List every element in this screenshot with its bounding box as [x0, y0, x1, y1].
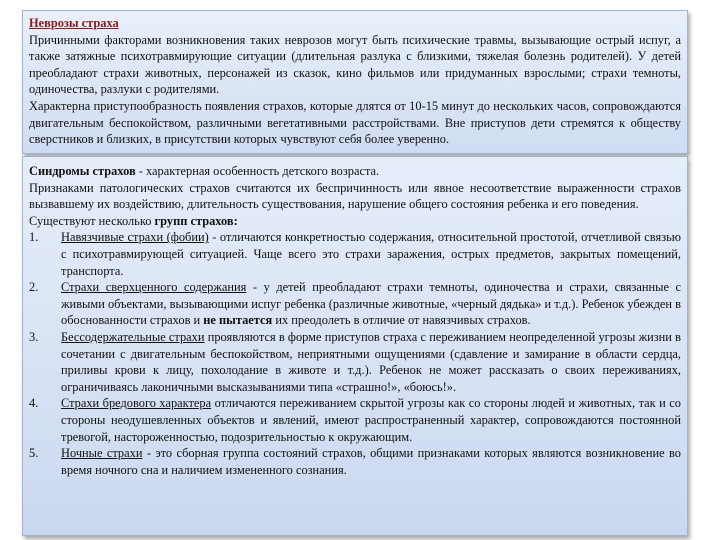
list-term: Бессодержательные страхи [61, 329, 205, 344]
list-term: Навязчивые страхи (фобии) [61, 230, 209, 245]
list-number: 3. [29, 329, 39, 344]
neurosis-fear-block [22, 10, 688, 154]
list-text-bold: не пытается [203, 313, 273, 328]
syndromes-heading-rest: - характерная особенность детского возраста. [135, 164, 380, 178]
block-title: Неврозы страха [29, 16, 119, 30]
list-item [29, 279, 681, 329]
list-term: Страхи бредового характера [61, 396, 212, 411]
list-text: - у детей преобладают страхи темноты, одиночества и страхи, связанные с живыми объектами, вызывающими испуг ребенка (различные животные, «черный дядька» и т.д.). Ребенок убежден в обоснованности страхов и [61, 280, 682, 328]
paragraph-attacks: Характерна приступообразность появления страхов, которые длятся от 10-15 минут до нескольких часов, сопровождаются двигательным беспокойством, различными вегетативными расстройствами. Вне приступов дети стремятся к обществу сверстников и близких, в присутствии которых чувствуют себя более уверенно. [29, 98, 681, 147]
groups-intro [29, 213, 681, 230]
fear-syndromes-block [22, 156, 688, 536]
fear-groups-list [29, 229, 681, 478]
groups-prefix: Существуют несколько [29, 213, 155, 228]
list-item [29, 229, 681, 279]
list-text: - это сборная группа состояний страхов, общими признаками которых являются возникновение во время ночного сна и наличием измененного сознания. [61, 446, 681, 477]
syndromes-heading [29, 163, 681, 180]
list-number: 4. [29, 396, 39, 411]
paragraph-causes: Причинными факторами возникновения таких неврозов могут быть психические травмы, вызывающие острый испуг, а также затяжные психотравмирующие ситуации (длительная разлука с близкими, тяжелая болезнь родителей). У детей преобладают страхи животных, персонажей из сказок, кино фильмов или придуманных взрослыми; страхи темноты, одиночества, разлуки с родителями. [29, 32, 681, 97]
list-text: отличаются переживанием скрытой угрозы как со стороны людей и животных, так и со стороны неодушевленных объектов и явлений, имеют распространенный характер, сопровождаются постоянной тревогой, настороженностью, подозрительностью к окружающим. [61, 396, 681, 444]
syndromes-heading-bold: Синдромы страхов [29, 164, 136, 178]
list-number: 2. [29, 280, 39, 295]
list-number: 5. [29, 446, 39, 461]
groups-bold: групп страхов: [154, 213, 238, 228]
paragraph-signs: Признаками патологических страхов считаются их беспричинность или явное несоответствие выраженности страхов вызвавшему их воздействию, длительность существования, нарушение общего состояния ребенка и его поведения. [29, 180, 681, 212]
list-item [29, 445, 681, 478]
list-number: 1. [29, 230, 39, 245]
list-text: проявляются в форме приступов страха с переживанием неопределенной угрозы жизни в сочетании с двигательным беспокойством, неприятными ощущениями (сдавление и замирание в области сердца, приливы крови к лицу, похолодание в животе и т.д.). Ребенок не может рассказать о своих переживаниях, ограничиваясь лаконичными высказываниями типа «страшно!», «боюсь!». [61, 329, 681, 394]
list-item [29, 395, 681, 445]
list-text: их преодолеть в отличие от навязчивых страхов. [272, 313, 531, 328]
list-text: - отличаются конкретностью содержания, относительной простотой, отчетливой связью с психотравмирующей ситуацией. Чаще всего это страхи заражения, острых предметов, закрытых помещений, транспорта. [61, 230, 681, 278]
list-item [29, 329, 681, 395]
list-term: Страхи сверхценного содержания [61, 280, 247, 295]
list-term: Ночные страхи [61, 446, 143, 461]
